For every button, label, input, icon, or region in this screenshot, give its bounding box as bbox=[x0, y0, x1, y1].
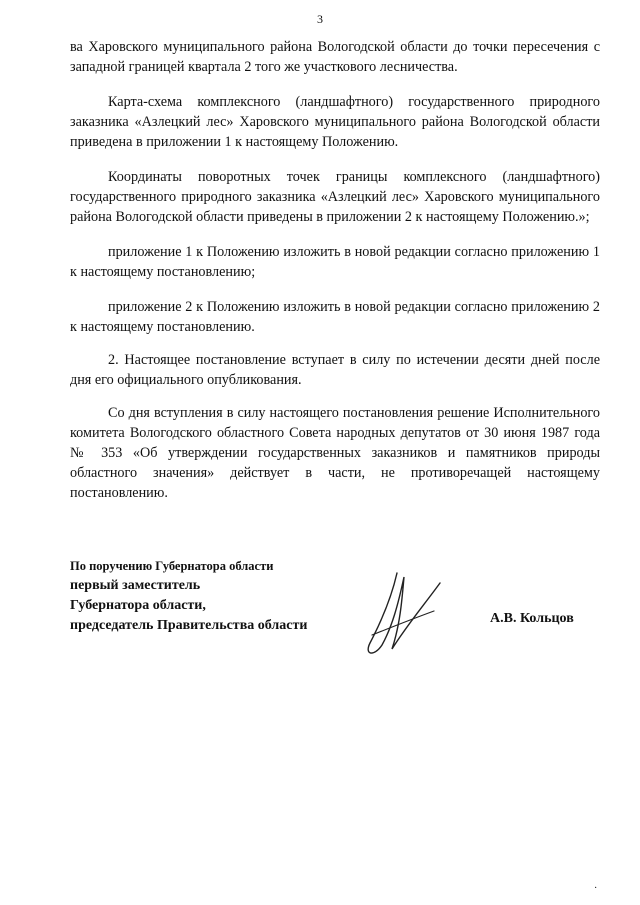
paragraph: Со дня вступления в силу настоящего постановления решение Исполнительного комитета Вологодского областного Совета народных депутатов от 30 июня 1987 года № 353 «Об утверждении государственных заказников и памятников природы областного значения» действует в части, не противоречащей настоящему постановлению. bbox=[70, 405, 600, 501]
document-body bbox=[70, 37, 600, 503]
signer-name: А.В. Кольцов bbox=[490, 611, 574, 626]
paragraph: приложение 2 к Положению изложить в новой редакции согласно приложению 2 к настоящему постановлению. bbox=[70, 299, 600, 335]
paragraph: Координаты поворотных точек границы комплексного (ландшафтного) государственного природного заказника «Азлецкий лес» Харовского муниципального района Вологодской области приведены в приложении 2 к настоящему Положению.»; bbox=[70, 169, 600, 225]
sign-line: По поручению Губернатора области bbox=[70, 559, 274, 573]
paragraph: 2. Настоящее постановление вступает в силу по истечении десяти дней после дня его официального опубликования. bbox=[70, 352, 600, 388]
paragraph: ва Харовского муниципального района Вологодской области до точки пересечения с западной границей квартала 2 того же участкового лесничества. bbox=[70, 39, 600, 75]
signature-block bbox=[70, 556, 307, 636]
sign-line: первый заместитель bbox=[70, 578, 201, 593]
paragraph: приложение 1 к Положению изложить в новой редакции согласно приложению 1 к настоящему постановлению; bbox=[70, 244, 600, 280]
handwritten-signature bbox=[352, 565, 447, 665]
page-number: 3 bbox=[317, 12, 323, 26]
paragraph: Карта-схема комплексного (ландшафтного) государственного природного заказника «Азлецкий лес» Харовского муниципального района Вологодской области приведена в приложении 1 к настоящему Положению. bbox=[70, 94, 600, 150]
sign-line: Губернатора области, bbox=[70, 598, 206, 613]
footer-mark: · bbox=[594, 883, 598, 894]
sign-line: председатель Правительства области bbox=[70, 618, 308, 633]
